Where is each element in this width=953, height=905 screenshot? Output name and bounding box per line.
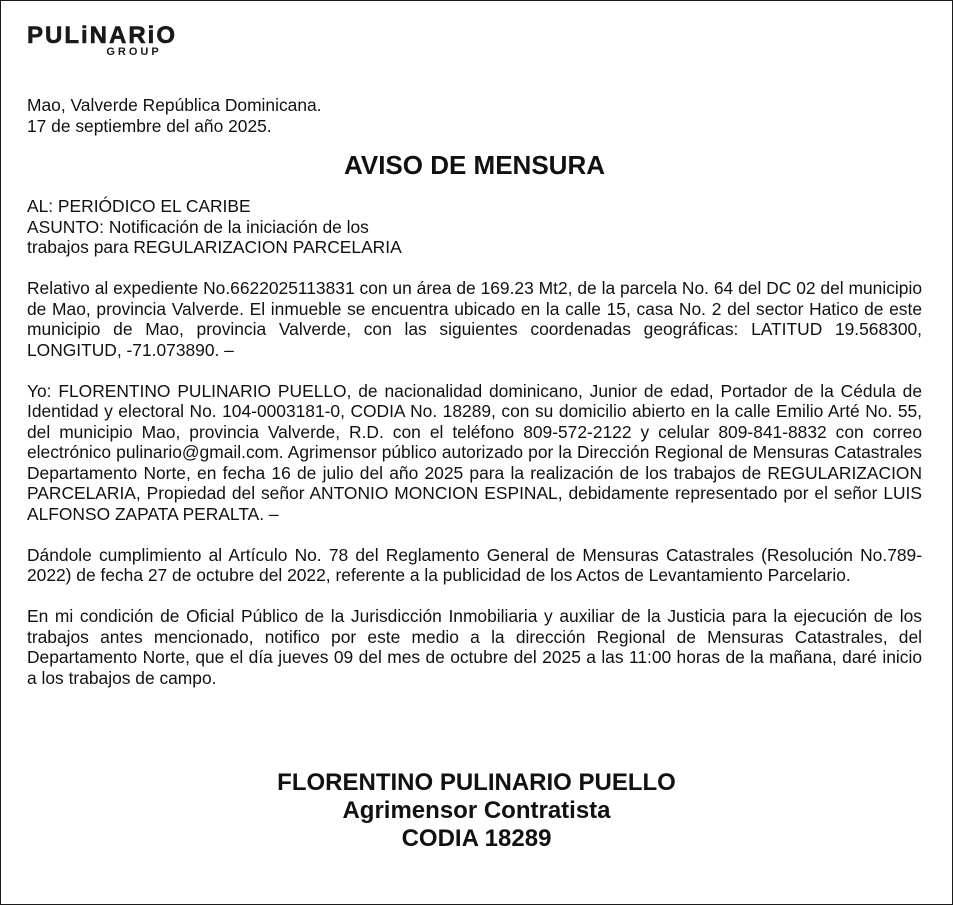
subject-line-1: ASUNTO: Notificación de la iniciación de los <box>27 216 369 237</box>
spacer <box>27 258 922 279</box>
notice-body <box>27 95 922 688</box>
signature-block <box>1 769 952 853</box>
date-line: 17 de septiembre del año 2025. <box>27 115 272 136</box>
signature-name: FLORENTINO PULINARIO PUELLO <box>277 769 676 796</box>
logo-sub-text: GROUP <box>106 46 162 58</box>
subject-line-2: trabajos para REGULARIZACION PARCELARIA <box>27 237 402 257</box>
spacer <box>27 524 922 545</box>
paragraph-regulation: Dándole cumplimiento al Artículo No. 78 del Reglamento General de Mensuras Catastrales (Resolución No.789-2022) de fecha 27 de octubre del 2022, referente a la publicidad de los Actos de Levantamiento Parcelario. <box>27 544 922 585</box>
place-line: Mao, Valverde República Dominicana. <box>27 95 322 115</box>
pulinario-group-logo <box>27 23 241 63</box>
notice-title: AVISO DE MENSURA <box>344 150 605 180</box>
signature-codia: CODIA 18289 <box>401 825 552 852</box>
paragraph-expediente: Relativo al expediente No.6622025113831 con un área de 169.23 Mt2, de la parcela No. 64 del DC 02 del municipio de Mao, provincia Valverde. El inmueble se encuentra ubicado en la calle 15, casa No. 2 del sector Hatico de este municipio de Mao, provincia Valverde, con las siguientes coordenadas geográficas: LATITUD 19.568300, LONGITUD, -71.073890. – <box>27 278 922 360</box>
signature-role: Agrimensor Contratista <box>342 797 611 824</box>
paragraph-notification: En mi condición de Oficial Público de la Jurisdicción Inmobiliaria y auxiliar de la Justicia para la ejecución de los trabajos antes mencionado, notifico por este medio a la dirección Regional de Mensuras Catastrales, del Departamento Norte, que el día jueves 09 del mes de octubre del 2025 a las 11:00 horas de la mañana, daré inicio a los trabajos de campo. <box>27 606 922 688</box>
spacer <box>27 586 922 607</box>
addressee-line: AL: PERIÓDICO EL CARIBE <box>27 196 251 216</box>
paragraph-declarant: Yo: FLORENTINO PULINARIO PUELLO, de nacionalidad dominicano, Junior de edad, Portador de la Cédula de Identidad y electoral No. 104-0003181-0, CODIA No. 18289, con su domicilio abierto en la calle Emilio Arté No. 55, del municipio Mao, provincia Valverde, R.D. con el teléfono 809-572-2122 y celular 809-841-8832 con correo electrónico pulinario@gmail.com. Agrimensor público autorizado por la Dirección Regional de Mensuras Catastrales Departamento Norte, en fecha 16 de julio del año 2025 para la realización de los trabajos de REGULARIZACION PARCELARIA, Propiedad del señor ANTONIO MONCION ESPINAL, debidamente representado por el señor LUIS ALFONSO ZAPATA PERALTA. – <box>27 380 922 524</box>
spacer <box>27 360 922 381</box>
logo-brand-text: PULiNARiO <box>27 22 177 49</box>
